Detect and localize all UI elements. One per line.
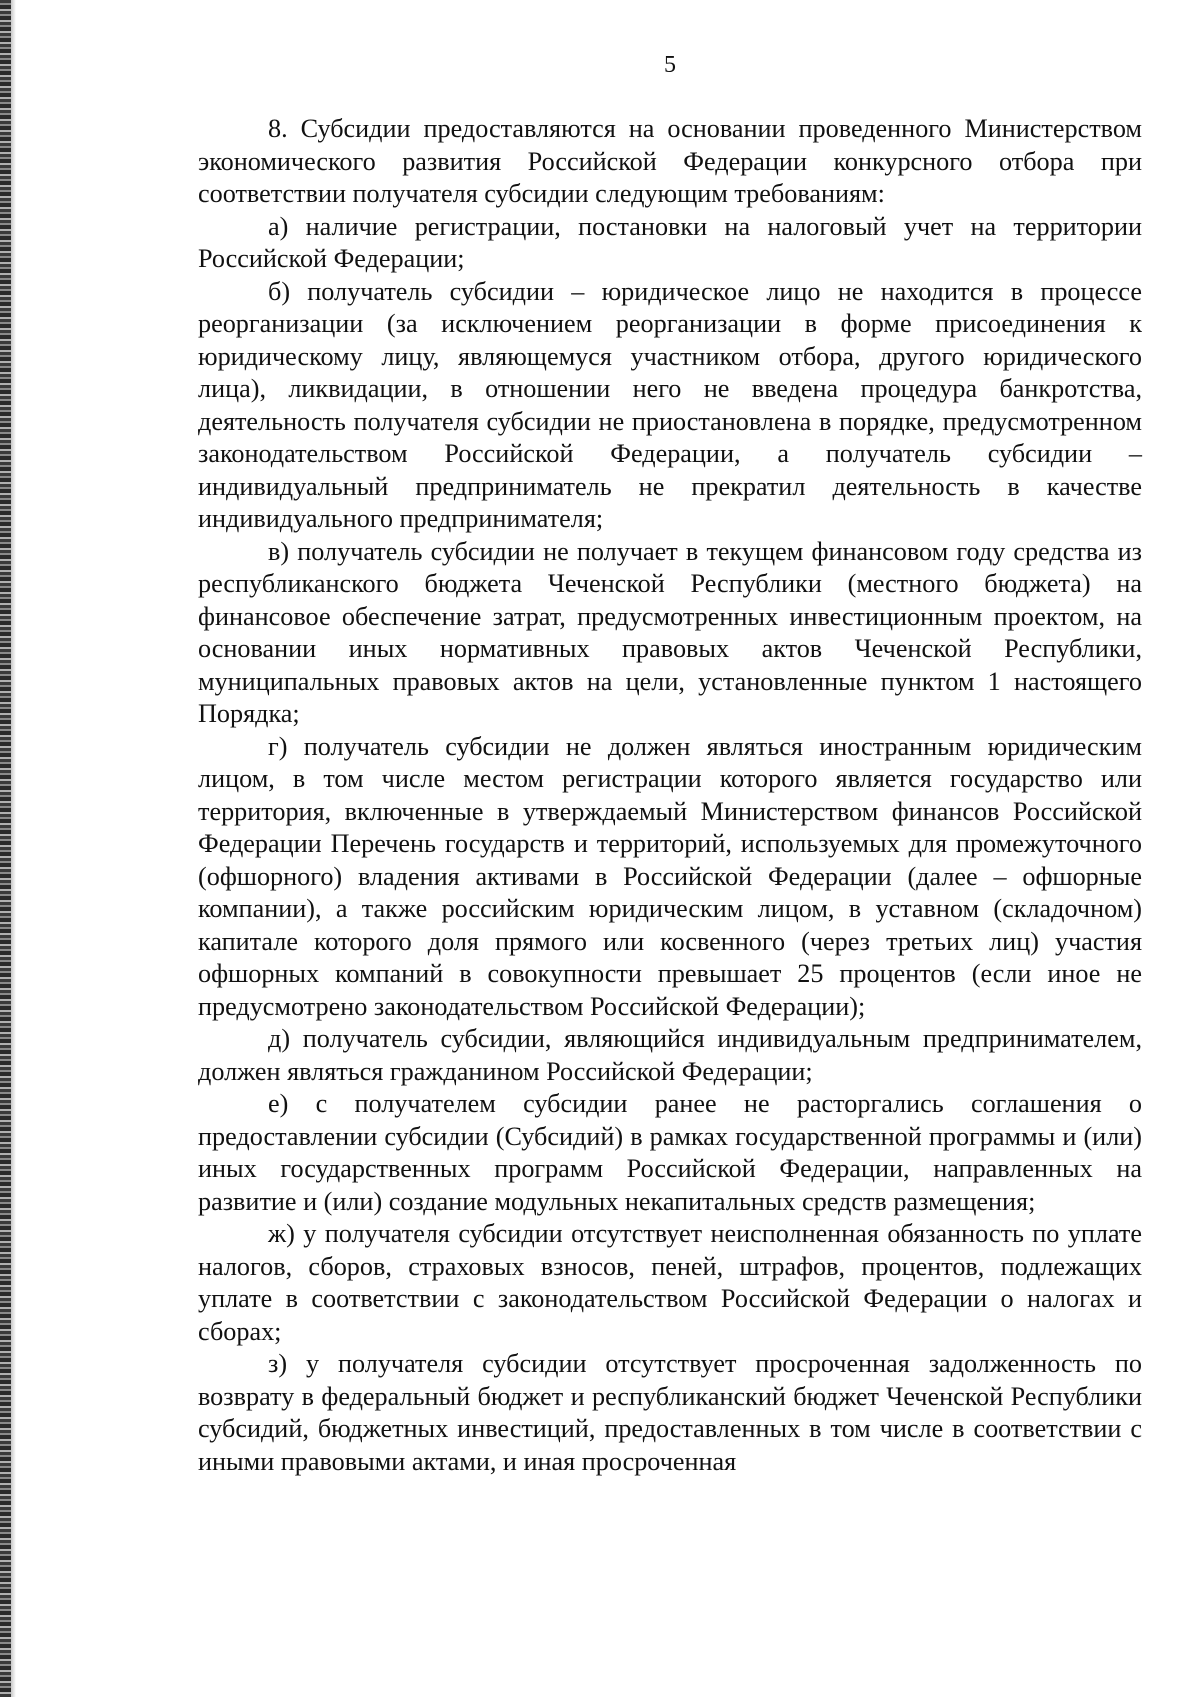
- clause-e: е) с получателем субсидии ранее не расторгались соглашения о предоставлении субсидии (Субсидий) в рамках государственной программы и (или) иных государственных программ Российской Федерации, направленных на развитие и (или) создание модульных некапитальных средств размещения;: [198, 1089, 1142, 1216]
- clause-d: д) получатель субсидии, являющийся индивидуальным предпринимателем, должен являться гражданином Российской Федерации;: [198, 1024, 1142, 1086]
- clause-zh: ж) у получателя субсидии отсутствует неисполненная обязанность по уплате налогов, сборов, страховых взносов, пеней, штрафов, процентов, подлежащих уплате в соответствии с законодательством Российской Федерации о налогах и сборах;: [198, 1219, 1142, 1346]
- clause-a: а) наличие регистрации, постановки на налоговый учет на территории Российской Федерации;: [198, 211, 1142, 273]
- paragraph-8: 8. Субсидии предоставляются на основании проведенного Министерством экономического развития Российской Федерации конкурсного отбора при соответствии получателя субсидии следующим требованиям:: [198, 114, 1142, 208]
- clause-v: в) получатель субсидии не получает в текущем финансовом году средства из республиканского бюджета Чеченской Республики (местного бюджета) на финансовое обеспечение затрат, предусмотренных инвестиционным проектом, на основании иных нормативных правовых актов Чеченской Республики, муниципальных правовых актов на цели, установленные пунктом 1 настоящего Порядка;: [198, 536, 1142, 728]
- scan-edge-shadow: [11, 0, 16, 1697]
- clause-b: б) получатель субсидии – юридическое лицо не находится в процессе реорганизации (за исключением реорганизации в форме присоединения к юридическому лицу, являющемуся участником отбора, другого юридического лица), ликвидации, в отношении него не введена процедура банкротства, деятельность получателя субсидии не приостановлена в порядке, предусмотренном законодательством Российской Федерации, а получатель субсидии – индивидуальный предприниматель не прекратил деятельность в качестве индивидуального предпринимателя;: [198, 276, 1142, 533]
- page-number: 5: [664, 52, 676, 78]
- document-body: [198, 113, 1142, 1478]
- scan-edge: [0, 0, 11, 1697]
- clause-g: г) получатель субсидии не должен являться иностранным юридическим лицом, в том числе местом регистрации которого является государство или территория, включенные в утверждаемый Министерством финансов Российской Федерации Перечень государств и территорий, используемых для промежуточного (офшорного) владения активами в Российской Федерации (далее – офшорные компании), а также российским юридическим лицом, в уставном (складочном) капитале которого доля прямого или косвенного (через третьих лиц) участия офшорных компаний в совокупности превышает 25 процентов (если иное не предусмотрено законодательством Российской Федерации);: [198, 731, 1142, 1021]
- clause-z: з) у получателя субсидии отсутствует просроченная задолженность по возврату в федеральный бюджет и республиканский бюджет Чеченской Республики субсидий, бюджетных инвестиций, предоставленных в том числе в соответствии с иными правовыми актами, и иная просроченная: [198, 1349, 1142, 1476]
